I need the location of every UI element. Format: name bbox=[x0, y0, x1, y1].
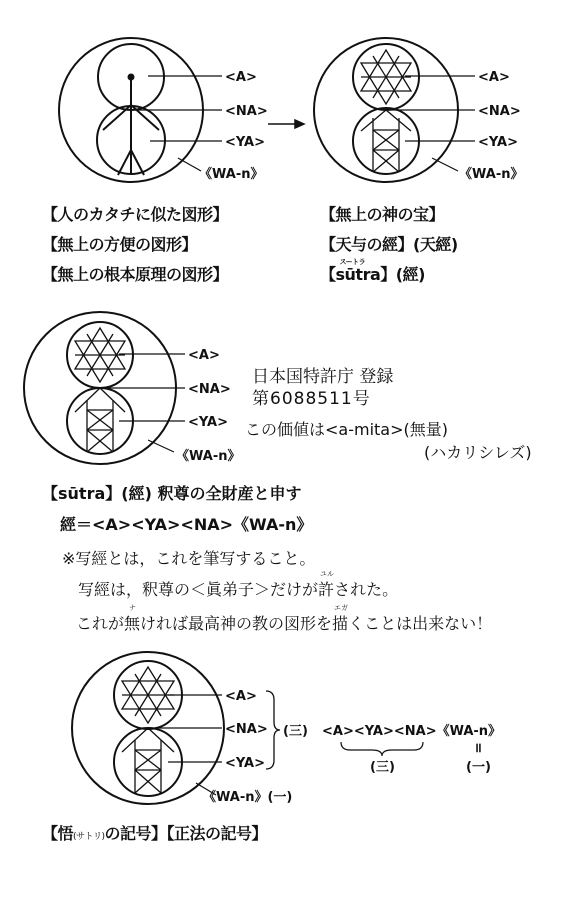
fig4-caption bbox=[42, 821, 267, 844]
fig2-caption-sutra bbox=[320, 258, 425, 285]
disciple-text-c: 弟子＞だけが bbox=[222, 580, 319, 599]
dharma-caption: の記号】【正法の記号】 bbox=[104, 824, 268, 843]
disciple-text-e: された。 bbox=[334, 580, 399, 599]
figure-2-divine-treasure bbox=[314, 38, 475, 182]
transform-arrow bbox=[268, 120, 304, 128]
bracket-close-kyo: 】(經) bbox=[380, 265, 425, 284]
ruby-na: ナ bbox=[129, 604, 137, 612]
fig2-caption-1: 【無上の神の宝】 bbox=[320, 205, 445, 224]
disciple-line bbox=[78, 570, 399, 600]
fig3-label-na: <NA> bbox=[188, 382, 231, 397]
sutra-ruby: スートラ bbox=[339, 258, 366, 266]
figure-3-patent-symbol bbox=[24, 312, 185, 464]
patent-office-line: 日本国特許庁 登録 bbox=[252, 367, 394, 387]
disciple-text-b: 眞 bbox=[206, 580, 223, 599]
disciple-text-a: 写經は，釈尊の＜ bbox=[78, 580, 207, 599]
fig3-label-wa-n: 《WA-n》 bbox=[176, 449, 241, 464]
brace-label-three: (三) bbox=[283, 724, 308, 739]
fig2-label-ya: <YA> bbox=[478, 135, 519, 150]
kyo-formula-line: 經＝<A><YA><NA>《WA-n》 bbox=[60, 515, 313, 534]
fig1-caption-2: 【無上の方便の図形】 bbox=[42, 235, 198, 254]
fig2-caption-2: 【天与の經】(天經) bbox=[320, 235, 458, 254]
yuru-word bbox=[318, 570, 335, 600]
fig1-label-ya: <YA> bbox=[225, 135, 266, 150]
fig3-label-a: <A> bbox=[188, 348, 220, 363]
ruby-ega: エガ bbox=[334, 604, 349, 612]
value-line: この価値は<a-mita>(無量) bbox=[245, 420, 448, 439]
ruby-yuru: ユル bbox=[320, 570, 335, 578]
na-kanji: 無 bbox=[124, 614, 141, 633]
fig1-label-wa-n: 《WA-n》 bbox=[199, 167, 264, 182]
fig1-caption-1: 【人のカタチに似た図形】 bbox=[42, 205, 229, 224]
figure-1-human-shape bbox=[59, 38, 222, 182]
fig1-label-na: <NA> bbox=[225, 104, 268, 119]
satori-reading: (サトリ) bbox=[73, 832, 105, 842]
under-brace bbox=[341, 742, 423, 756]
under-label-three: (三) bbox=[370, 760, 395, 775]
equals-vertical: ॥ bbox=[474, 741, 482, 756]
bracket-open: 【 bbox=[320, 265, 336, 284]
impossible-text-a: これが bbox=[76, 614, 125, 633]
fig4-label-ya: <YA> bbox=[225, 756, 266, 771]
under-label-one: (一) bbox=[466, 760, 491, 775]
sutra-line: 【sūtra】(經) 釈尊の全財産と申す bbox=[42, 484, 302, 503]
value-note: (ハカリシレズ) bbox=[424, 443, 532, 462]
fig1-label-a: <A> bbox=[225, 70, 257, 85]
fig4-label-a: <A> bbox=[225, 689, 257, 704]
fig3-label-ya: <YA> bbox=[188, 415, 229, 430]
fig4-label-na: <NA> bbox=[225, 722, 268, 737]
formula: <A><YA><NA>《WA-n》 bbox=[322, 724, 502, 739]
impossible-text-e: くことは出来ない！ bbox=[348, 614, 493, 633]
patent-number-line: 第6088511号 bbox=[252, 389, 371, 409]
sutra-word bbox=[335, 258, 381, 284]
yuru-kanji: 許 bbox=[318, 580, 335, 599]
fig4-label-wa-n: 《WA-n》(一) bbox=[203, 790, 293, 805]
sutra-text: sūtra bbox=[335, 265, 381, 284]
ega-kanji: 描 bbox=[332, 614, 349, 633]
copying-note: ※写經とは，これを筆写すること。 bbox=[62, 549, 316, 568]
fig2-label-a: <A> bbox=[478, 70, 510, 85]
impossible-line bbox=[76, 604, 493, 634]
satori-bracket: 【悟 bbox=[42, 824, 74, 843]
fig2-label-wa-n: 《WA-n》 bbox=[459, 167, 524, 182]
figure-4-enlightenment-symbol bbox=[72, 652, 224, 804]
fig1-caption-3: 【無上の根本原理の図形】 bbox=[42, 265, 229, 284]
fig2-label-na: <NA> bbox=[478, 104, 521, 119]
na-word bbox=[124, 604, 141, 634]
ega-word bbox=[332, 604, 349, 634]
impossible-text-c: ければ最高神の教の図形を bbox=[140, 614, 333, 633]
right-curly-brace bbox=[266, 691, 280, 769]
